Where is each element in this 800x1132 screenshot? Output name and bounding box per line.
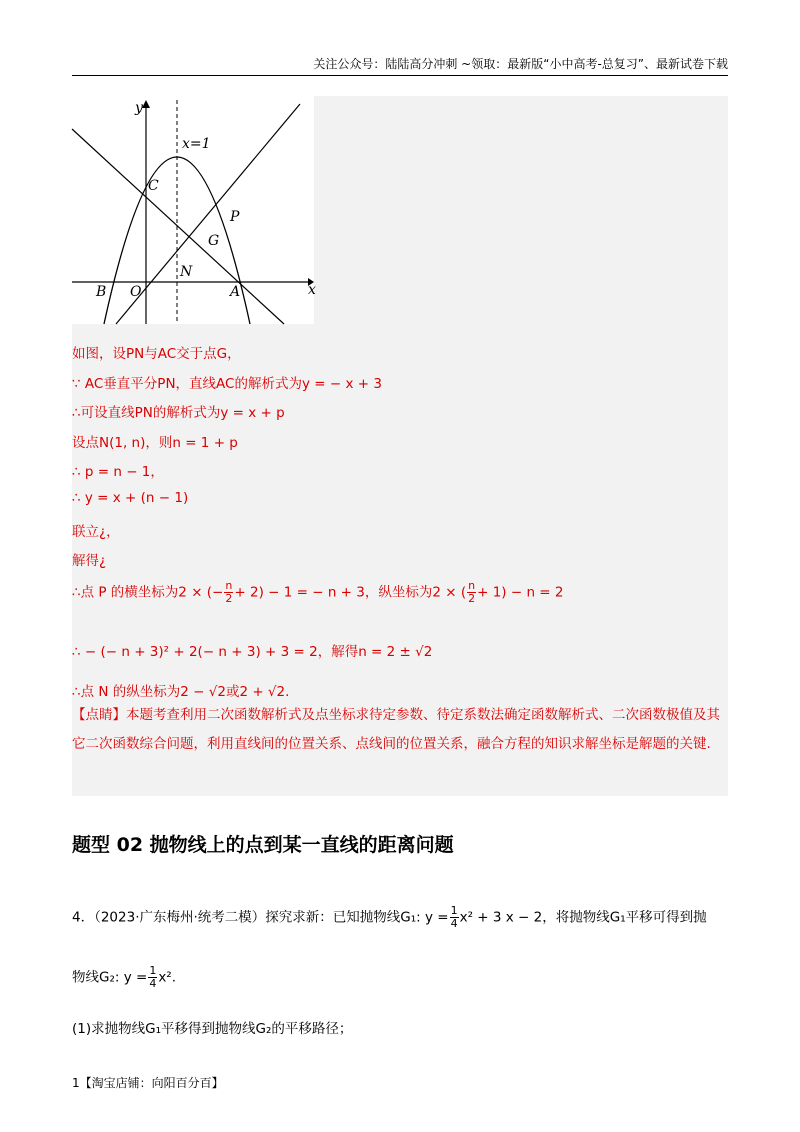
label-c: C <box>148 178 159 194</box>
fraction-numerator: 1 <box>149 964 157 977</box>
question-line-1-a: 4．（2023·广东梅州·统考二模）探究求新：已知抛物线G₁: y = <box>72 909 449 926</box>
label-a: A <box>230 284 241 300</box>
section-title: 题型 02 抛物线上的点到某一直线的距离问题 <box>72 834 454 856</box>
question-line-1 <box>72 905 707 930</box>
solution-line-4: 设点N(1, n)，则n = 1 + p <box>72 435 238 451</box>
solution-line-7: 联立¿， <box>72 524 120 540</box>
question-line-2-a: 物线G₂: y = <box>72 969 148 986</box>
fraction-numerator: 1 <box>450 904 458 917</box>
function-graph <box>72 96 314 324</box>
line-9-part-a: ∴点 P 的横坐标为2 × (− <box>72 584 224 601</box>
label-p: P <box>230 209 240 225</box>
fraction-numerator: n <box>468 579 476 592</box>
fraction-one-quarter-b <box>148 965 157 990</box>
fraction-n-over-2-b <box>467 580 476 605</box>
fraction-one-quarter <box>450 905 459 930</box>
solution-line-9 <box>72 580 564 605</box>
question-line-2 <box>72 965 176 990</box>
solution-line-10: ∴ − (− n + 3)² + 2(− n + 3) + 3 = 2，解得n = 2 ± √2 <box>72 644 433 660</box>
fraction-n-over-2 <box>224 580 233 605</box>
solution-line-6: ∴ y = x + (n − 1) <box>72 490 189 506</box>
fraction-denominator: 2 <box>225 592 233 605</box>
solution-line-8: 解得¿ <box>72 553 107 569</box>
page-footer: 1【淘宝店铺：向阳百分百】 <box>72 1076 224 1090</box>
solution-line-11: ∴点 N 的纵坐标为2 − √2或2 + √2. <box>72 684 290 700</box>
line-9-part-c: + 1) − n = 2 <box>477 584 564 601</box>
label-o: O <box>130 284 142 300</box>
comment-tip: 【点睛】本题考查利用二次函数解析式及点坐标求待定参数、待定系数法确定函数解析式、二次函数极值及其它二次函数综合问题，利用直线间的位置关系、点线间的位置关系，融合方程的知识求解坐标是解题的关键. <box>72 707 720 752</box>
solution-line-1: 如图，设PN与AC交于点G， <box>72 346 241 362</box>
fraction-numerator: n <box>225 579 233 592</box>
solution-line-2: ∵ AC垂直平分PN，直线AC的解析式为y = − x + 3 <box>72 376 382 392</box>
label-x-equals-1: x=1 <box>182 136 211 152</box>
fraction-denominator: 4 <box>450 917 458 930</box>
solution-line-5: ∴ p = n − 1， <box>72 464 164 480</box>
page-header: 关注公众号：陆陆高分冲刺 ~领取：最新版“小中高考-总复习”、最新试卷下载 <box>72 55 728 76</box>
question-line-1-b: x² + 3 x − 2，将抛物线G₁平移可得到抛 <box>459 909 707 926</box>
y-axis-arrow <box>142 100 150 108</box>
label-g: G <box>208 233 220 249</box>
label-x: x <box>308 282 316 298</box>
question-line-3: (1)求抛物线G₁平移得到抛物线G₂的平移路径； <box>72 1021 353 1037</box>
solution-block <box>72 96 728 796</box>
line-9-part-b: + 2) − 1 = − n + 3，纵坐标为2 × ( <box>234 584 467 601</box>
solution-line-3: ∴可设直线PN的解析式为y = x + p <box>72 405 285 421</box>
fraction-denominator: 2 <box>468 592 476 605</box>
label-y: y <box>135 100 143 116</box>
question-line-2-b: x². <box>158 969 177 986</box>
label-b: B <box>96 284 107 300</box>
label-n: N <box>180 264 193 280</box>
fraction-denominator: 4 <box>149 977 157 990</box>
